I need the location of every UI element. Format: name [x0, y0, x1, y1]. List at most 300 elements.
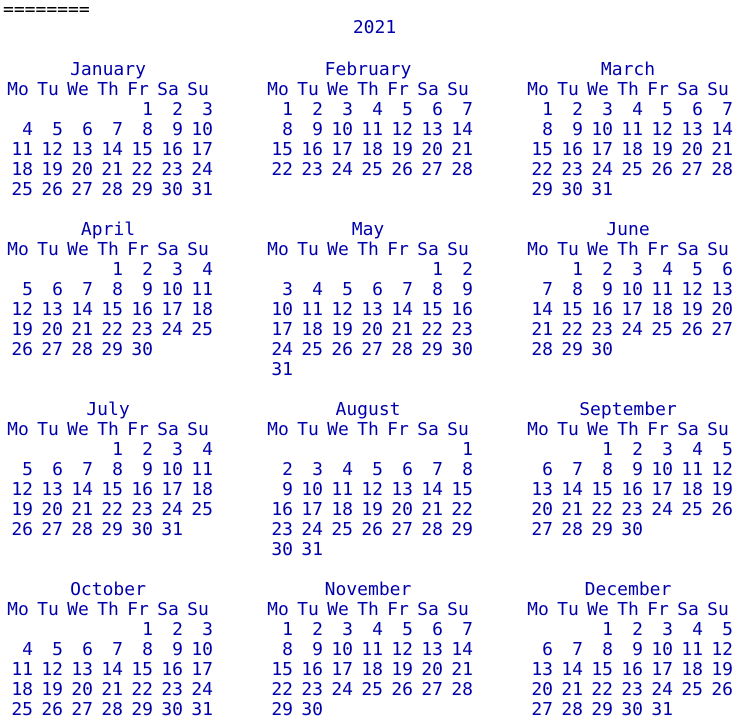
day-cell: 20 [531, 679, 553, 700]
day-cell: 16 [451, 299, 473, 320]
weekday-label: Su [447, 239, 469, 260]
day-cell: 12 [331, 299, 353, 320]
day-cell: 10 [591, 119, 613, 140]
day-cell: 30 [271, 539, 293, 560]
month-name: August [335, 399, 401, 420]
weekday-label: We [587, 419, 609, 440]
month-october [3, 580, 213, 720]
day-cell: 7 [82, 279, 93, 300]
week-row [523, 320, 733, 340]
day-cell: 27 [711, 319, 733, 340]
empty-cell [383, 440, 413, 460]
day-cell: 7 [572, 459, 583, 480]
day-cell: 24 [271, 339, 293, 360]
weekday-label: Fr [127, 239, 149, 260]
empty-cell [353, 260, 383, 280]
day-cell: 21 [711, 139, 733, 160]
day-cell: 10 [331, 639, 353, 660]
day-cell: 6 [82, 639, 93, 660]
day-cell: 3 [342, 99, 353, 120]
day-cell: 17 [331, 659, 353, 680]
day-cell: 17 [301, 499, 323, 520]
month-name: July [86, 399, 130, 420]
weekday-label: Mo [267, 79, 289, 100]
week-row [263, 520, 473, 540]
weekday-label: Su [447, 599, 469, 620]
week-row [3, 660, 213, 680]
week-row [263, 100, 473, 120]
day-cell: 20 [421, 659, 443, 680]
week-row [3, 100, 213, 120]
day-cell: 5 [52, 119, 63, 140]
weekday-label: Tu [557, 599, 579, 620]
weekday-label: Th [617, 419, 639, 440]
day-cell: 7 [112, 119, 123, 140]
day-cell: 9 [602, 279, 613, 300]
weekday-label: Sa [677, 79, 699, 100]
day-cell: 8 [572, 279, 583, 300]
day-cell: 12 [11, 299, 33, 320]
empty-cell [183, 340, 213, 360]
day-cell: 21 [101, 679, 123, 700]
day-cell: 3 [662, 619, 673, 640]
week-row [263, 660, 473, 680]
weekday-label: Sa [157, 599, 179, 620]
day-cell: 26 [681, 319, 703, 340]
month-name: November [324, 579, 412, 600]
weekday-label: Su [187, 239, 209, 260]
day-cell: 8 [282, 639, 293, 660]
month-name: September [579, 399, 677, 420]
day-cell: 12 [361, 479, 383, 500]
empty-cell [523, 260, 553, 280]
day-cell: 17 [271, 319, 293, 340]
week-row [263, 140, 473, 160]
day-cell: 21 [451, 139, 473, 160]
weekday-label: Sa [157, 419, 179, 440]
weekday-label: Th [617, 79, 639, 100]
day-cell: 23 [271, 519, 293, 540]
day-cell: 1 [112, 439, 123, 460]
week-row [3, 140, 213, 160]
day-cell: 31 [271, 359, 293, 380]
day-cell: 21 [101, 159, 123, 180]
day-cell: 22 [531, 159, 553, 180]
day-cell: 18 [361, 659, 383, 680]
empty-cell [293, 260, 323, 280]
day-cell: 6 [692, 99, 703, 120]
day-cell: 20 [531, 499, 553, 520]
day-cell: 19 [41, 679, 63, 700]
day-cell: 26 [331, 339, 353, 360]
day-cell: 18 [361, 139, 383, 160]
week-row [523, 280, 733, 300]
day-cell: 22 [271, 159, 293, 180]
day-cell: 6 [722, 259, 733, 280]
day-cell: 4 [662, 259, 673, 280]
day-cell: 29 [451, 519, 473, 540]
weekday-label: Tu [297, 419, 319, 440]
day-cell: 24 [161, 319, 183, 340]
day-cell: 2 [142, 259, 153, 280]
empty-cell [703, 180, 733, 200]
week-row [3, 460, 213, 480]
empty-cell [353, 700, 383, 720]
weekday-label: Tu [37, 239, 59, 260]
week-row [3, 700, 213, 720]
day-cell: 21 [561, 499, 583, 520]
empty-cell [33, 260, 63, 280]
day-cell: 25 [621, 159, 643, 180]
weekday-label: Tu [557, 79, 579, 100]
day-cell: 20 [681, 139, 703, 160]
week-row [263, 700, 473, 720]
empty-cell [413, 440, 443, 460]
day-cell: 4 [372, 99, 383, 120]
day-cell: 31 [591, 179, 613, 200]
day-cell: 11 [331, 479, 353, 500]
weekday-label: We [327, 599, 349, 620]
day-cell: 3 [172, 259, 183, 280]
day-cell: 6 [432, 619, 443, 640]
day-cell: 23 [591, 319, 613, 340]
day-cell: 5 [402, 99, 413, 120]
day-cell: 18 [191, 479, 213, 500]
weekday-label: Tu [297, 599, 319, 620]
empty-cell [553, 440, 583, 460]
day-cell: 3 [342, 619, 353, 640]
weekday-header [3, 420, 213, 440]
weekday-label: Th [97, 419, 119, 440]
day-cell: 29 [101, 519, 123, 540]
weekday-label: Su [187, 419, 209, 440]
week-row [3, 280, 213, 300]
weekday-label: We [327, 79, 349, 100]
empty-cell [383, 260, 413, 280]
day-cell: 29 [271, 699, 293, 720]
day-cell: 10 [191, 119, 213, 140]
week-row [263, 440, 473, 460]
day-cell: 4 [202, 439, 213, 460]
week-row [263, 340, 473, 360]
day-cell: 6 [542, 639, 553, 660]
day-cell: 18 [331, 499, 353, 520]
week-row [263, 620, 473, 640]
day-cell: 6 [372, 279, 383, 300]
day-cell: 1 [572, 259, 583, 280]
month-july [3, 400, 213, 540]
day-cell: 16 [131, 479, 153, 500]
week-row [3, 340, 213, 360]
day-cell: 19 [391, 659, 413, 680]
week-row [3, 320, 213, 340]
week-row [523, 100, 733, 120]
month-name: April [80, 219, 136, 240]
day-cell: 31 [191, 699, 213, 720]
day-cell: 12 [11, 479, 33, 500]
day-cell: 8 [602, 639, 613, 660]
day-cell: 16 [131, 299, 153, 320]
day-cell: 7 [112, 639, 123, 660]
week-row [263, 320, 473, 340]
day-cell: 26 [651, 159, 673, 180]
day-cell: 19 [681, 299, 703, 320]
day-cell: 23 [161, 159, 183, 180]
day-cell: 9 [172, 119, 183, 140]
empty-cell [443, 700, 473, 720]
day-cell: 14 [561, 479, 583, 500]
separator-rule: ======== [3, 0, 90, 20]
day-cell: 5 [722, 619, 733, 640]
day-cell: 28 [71, 339, 93, 360]
day-cell: 5 [402, 619, 413, 640]
day-cell: 7 [722, 99, 733, 120]
day-cell: 16 [161, 139, 183, 160]
day-cell: 4 [22, 119, 33, 140]
day-cell: 29 [131, 699, 153, 720]
day-cell: 15 [591, 479, 613, 500]
day-cell: 19 [711, 479, 733, 500]
day-cell: 23 [131, 319, 153, 340]
day-cell: 6 [402, 459, 413, 480]
week-row [263, 360, 473, 380]
day-cell: 25 [331, 519, 353, 540]
empty-cell [323, 700, 353, 720]
empty-cell [33, 440, 63, 460]
weekday-label: Mo [7, 79, 29, 100]
empty-cell [353, 440, 383, 460]
day-cell: 26 [391, 159, 413, 180]
day-cell: 30 [561, 179, 583, 200]
day-cell: 13 [681, 119, 703, 140]
day-cell: 15 [271, 139, 293, 160]
empty-cell [643, 340, 673, 360]
day-cell: 13 [71, 139, 93, 160]
weekday-label: Mo [7, 239, 29, 260]
day-cell: 8 [282, 119, 293, 140]
week-row [263, 300, 473, 320]
day-cell: 17 [331, 139, 353, 160]
day-cell: 24 [591, 159, 613, 180]
day-cell: 22 [101, 319, 123, 340]
day-cell: 11 [681, 639, 703, 660]
day-cell: 9 [172, 639, 183, 660]
day-cell: 29 [101, 339, 123, 360]
week-row [523, 260, 733, 280]
weekday-label: Su [187, 79, 209, 100]
weekday-label: Su [187, 599, 209, 620]
empty-cell [323, 260, 353, 280]
day-cell: 18 [191, 299, 213, 320]
day-cell: 4 [692, 619, 703, 640]
empty-cell [63, 440, 93, 460]
day-cell: 14 [71, 479, 93, 500]
weekday-label: Fr [127, 79, 149, 100]
day-cell: 21 [391, 319, 413, 340]
week-row [523, 340, 733, 360]
weekday-label: Tu [37, 599, 59, 620]
month-may [263, 220, 473, 380]
empty-cell [383, 540, 413, 560]
week-row [263, 120, 473, 140]
day-cell: 6 [52, 459, 63, 480]
day-cell: 20 [361, 319, 383, 340]
weekday-label: Fr [127, 599, 149, 620]
day-cell: 21 [561, 679, 583, 700]
week-row [523, 460, 733, 480]
day-cell: 11 [301, 299, 323, 320]
day-cell: 20 [391, 499, 413, 520]
week-row [263, 280, 473, 300]
weekday-label: Sa [157, 79, 179, 100]
weekday-label: Mo [527, 419, 549, 440]
day-cell: 1 [142, 99, 153, 120]
week-row [263, 480, 473, 500]
empty-cell [413, 540, 443, 560]
day-cell: 12 [391, 639, 413, 660]
day-cell: 14 [561, 659, 583, 680]
day-cell: 18 [11, 679, 33, 700]
day-cell: 11 [191, 279, 213, 300]
day-cell: 13 [71, 659, 93, 680]
day-cell: 10 [331, 119, 353, 140]
day-cell: 9 [632, 639, 643, 660]
day-cell: 4 [372, 619, 383, 640]
weekday-header [263, 240, 473, 260]
day-cell: 29 [131, 179, 153, 200]
day-cell: 17 [161, 479, 183, 500]
day-cell: 14 [421, 479, 443, 500]
empty-cell [3, 620, 33, 640]
day-cell: 7 [82, 459, 93, 480]
day-cell: 10 [651, 459, 673, 480]
weekday-label: Fr [387, 239, 409, 260]
weekday-label: Th [617, 599, 639, 620]
day-cell: 3 [172, 439, 183, 460]
empty-cell [443, 540, 473, 560]
day-cell: 1 [282, 619, 293, 640]
day-cell: 21 [531, 319, 553, 340]
weekday-label: Fr [387, 79, 409, 100]
day-cell: 6 [52, 279, 63, 300]
day-cell: 30 [451, 339, 473, 360]
day-cell: 7 [402, 279, 413, 300]
weekday-header [3, 240, 213, 260]
day-cell: 2 [172, 619, 183, 640]
empty-cell [383, 700, 413, 720]
day-cell: 9 [282, 479, 293, 500]
weekday-label: Tu [297, 79, 319, 100]
day-cell: 13 [41, 299, 63, 320]
day-cell: 19 [361, 499, 383, 520]
weekday-label: Su [707, 419, 729, 440]
weekday-label: Fr [647, 79, 669, 100]
weekday-label: Fr [387, 599, 409, 620]
day-cell: 23 [131, 499, 153, 520]
week-row [523, 640, 733, 660]
day-cell: 9 [142, 459, 153, 480]
weekday-label: Su [447, 419, 469, 440]
day-cell: 16 [301, 139, 323, 160]
day-cell: 10 [161, 459, 183, 480]
day-cell: 10 [161, 279, 183, 300]
weekday-header [3, 80, 213, 100]
weekday-header [263, 80, 473, 100]
day-cell: 19 [41, 159, 63, 180]
day-cell: 24 [301, 519, 323, 540]
weekday-label: Mo [267, 599, 289, 620]
day-cell: 4 [632, 99, 643, 120]
weekday-header [523, 80, 733, 100]
day-cell: 27 [41, 339, 63, 360]
day-cell: 12 [391, 119, 413, 140]
day-cell: 1 [432, 259, 443, 280]
weekday-label: Tu [557, 419, 579, 440]
weekday-label: Fr [647, 419, 669, 440]
day-cell: 4 [202, 259, 213, 280]
day-cell: 12 [711, 459, 733, 480]
day-cell: 29 [591, 699, 613, 720]
weekday-label: Sa [417, 599, 439, 620]
day-cell: 4 [342, 459, 353, 480]
week-row [523, 520, 733, 540]
day-cell: 25 [11, 179, 33, 200]
day-cell: 30 [161, 179, 183, 200]
day-cell: 11 [681, 459, 703, 480]
day-cell: 11 [361, 639, 383, 660]
day-cell: 6 [82, 119, 93, 140]
day-cell: 12 [651, 119, 673, 140]
day-cell: 14 [71, 299, 93, 320]
empty-cell [63, 620, 93, 640]
week-row [523, 480, 733, 500]
weekday-label: We [67, 599, 89, 620]
day-cell: 17 [651, 659, 673, 680]
day-cell: 24 [191, 679, 213, 700]
day-cell: 29 [561, 339, 583, 360]
day-cell: 15 [591, 659, 613, 680]
month-name: October [70, 579, 146, 600]
empty-cell [3, 440, 33, 460]
year-title: 2021 [352, 17, 397, 38]
day-cell: 3 [632, 259, 643, 280]
empty-cell [263, 260, 293, 280]
weekday-header [523, 600, 733, 620]
empty-cell [383, 360, 413, 380]
day-cell: 13 [711, 279, 733, 300]
day-cell: 23 [301, 679, 323, 700]
day-cell: 18 [301, 319, 323, 340]
day-cell: 19 [331, 319, 353, 340]
empty-cell [93, 620, 123, 640]
day-cell: 3 [662, 439, 673, 460]
empty-cell [153, 340, 183, 360]
month-february [263, 60, 473, 180]
day-cell: 23 [301, 159, 323, 180]
weekday-label: Th [357, 419, 379, 440]
day-cell: 8 [462, 459, 473, 480]
month-name: January [70, 59, 146, 80]
month-name: December [584, 579, 672, 600]
weekday-label: Sa [157, 239, 179, 260]
day-cell: 19 [651, 139, 673, 160]
day-cell: 5 [22, 459, 33, 480]
weekday-header [523, 420, 733, 440]
day-cell: 26 [361, 519, 383, 540]
day-cell: 2 [462, 259, 473, 280]
day-cell: 2 [142, 439, 153, 460]
day-cell: 14 [101, 139, 123, 160]
